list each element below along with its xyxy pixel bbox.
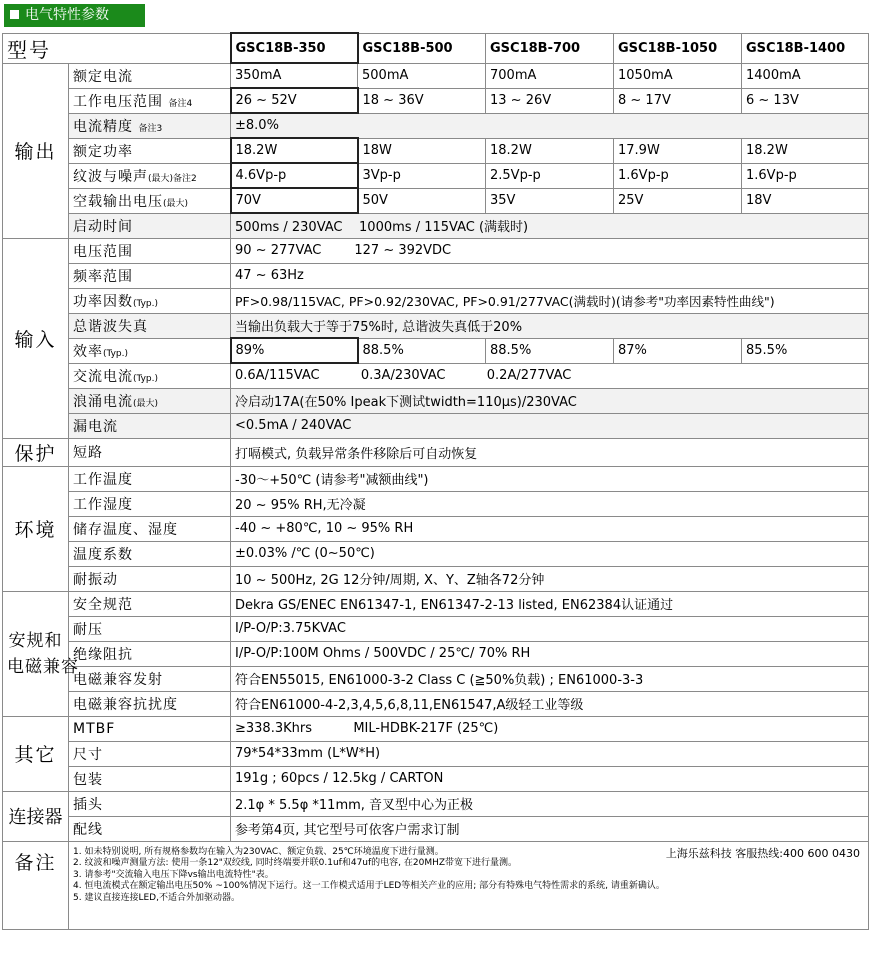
category-connector: 连接器 — [3, 791, 69, 841]
param-label: 功率因数(Typ.) — [69, 288, 231, 313]
value-cell: 87% — [614, 338, 742, 363]
category-input: 输入 — [3, 238, 69, 438]
param-label: 电流精度 备注3 — [69, 113, 231, 138]
section-title: 电气特性参数 — [25, 7, 109, 23]
param-label: 空载输出电压(最大) — [69, 188, 231, 213]
value-cell: 1.6Vp-p — [614, 163, 742, 188]
value-cell: 1050mA — [614, 63, 742, 88]
param-label: 启动时间 — [69, 213, 231, 238]
row-inrush — [3, 388, 869, 413]
row-ems — [3, 691, 869, 716]
note-item: 3. 请参考"交流输入电压下降vs输出电流特性"表。 — [73, 869, 274, 880]
row-size — [3, 741, 869, 766]
value-cell: <0.5mA / 240VAC — [231, 413, 869, 438]
value-cell: 85.5% — [742, 338, 869, 363]
row-input-voltage — [3, 238, 869, 263]
param-label: 效率(Typ.) — [69, 338, 231, 363]
value-cell: 500mA — [358, 63, 486, 88]
note-tag: (最大)备注2 — [148, 173, 197, 184]
value-cell: 89% — [231, 338, 358, 363]
value-cell: 1400mA — [742, 63, 869, 88]
value-cell: 90 ~ 277VAC 127 ~ 392VDC — [231, 238, 869, 263]
value-cell: ±8.0% — [231, 113, 869, 138]
param-label: 绝缘阻抗 — [69, 641, 231, 666]
param-label: 工作温度 — [69, 466, 231, 491]
model-cell: GSC18B-350 — [231, 33, 358, 63]
param-label: 储存温度、湿度 — [69, 516, 231, 541]
param-label: 插头 — [69, 791, 231, 816]
param-label: 总谐波失真 — [69, 313, 231, 338]
row-working-humidity — [3, 491, 869, 516]
param-label: 温度系数 — [69, 541, 231, 566]
param-label: 纹波与噪声(最大)备注2 — [69, 163, 231, 188]
row-isolation — [3, 641, 869, 666]
param-label: 耐压 — [69, 616, 231, 641]
note-tag: (最大) — [133, 398, 159, 409]
value-cell: 当输出负载大于等于75%时, 总谐波失真低于20% — [231, 313, 869, 338]
value-cell: 8 ~ 17V — [614, 88, 742, 113]
row-rated-power — [3, 138, 869, 163]
value-cell: 18W — [358, 138, 486, 163]
param-label: 工作电压范围 备注4 — [69, 88, 231, 113]
param-label: 频率范围 — [69, 263, 231, 288]
value-cell: 1.6Vp-p — [742, 163, 869, 188]
value-cell: 13 ~ 26V — [486, 88, 614, 113]
param-label: 浪涌电流(最大) — [69, 388, 231, 413]
value-cell: 18.2W — [231, 138, 358, 163]
row-notes — [3, 841, 869, 929]
param-label: 耐振动 — [69, 566, 231, 591]
note-item: 4. 恒电流模式在额定输出电压50% ~100%情况下运行。这一工作模式适用于LED等相关产业的应用; 部分有特殊电气特性需求的系统, 请重新确认。 — [73, 881, 665, 892]
row-ripple — [3, 163, 869, 188]
value-cell: 18V — [742, 188, 869, 213]
row-storage — [3, 516, 869, 541]
category-output: 输出 — [3, 63, 69, 238]
note-tag: 备注3 — [138, 123, 163, 134]
model-cell: GSC18B-1400 — [742, 33, 869, 63]
value-cell: 700mA — [486, 63, 614, 88]
value-cell: 500ms / 230VAC 1000ms / 115VAC (满载时) — [231, 213, 869, 238]
value-cell: ±0.03% /℃ (0~50℃) — [231, 541, 869, 566]
value-cell: 打嗝模式, 负载异常条件移除后可自动恢复 — [231, 438, 869, 466]
value-cell: 冷启动17A(在50% Ipeak下测试twidth=110μs)/230VAC — [231, 388, 869, 413]
row-thd — [3, 313, 869, 338]
value-cell: 50V — [358, 188, 486, 213]
model-cell: GSC18B-1050 — [614, 33, 742, 63]
model-row — [3, 33, 869, 63]
model-label: 型号 — [3, 33, 231, 63]
note-item: 5. 建议直接连接LED,不适合外加驱动器。 — [73, 892, 240, 903]
row-power-factor — [3, 288, 869, 313]
value-cell: 25V — [614, 188, 742, 213]
value-cell: PF>0.98/115VAC, PF>0.92/230VAC, PF>0.91/277VAC(满载时)(请参考"功率因素特性曲线") — [231, 288, 869, 313]
row-leakage — [3, 413, 869, 438]
row-temp-coeff — [3, 541, 869, 566]
value-cell: 88.5% — [358, 338, 486, 363]
category-notes: 备注 — [3, 841, 69, 929]
model-cell: GSC18B-700 — [486, 33, 614, 63]
param-label: 短路 — [69, 438, 231, 466]
row-frequency — [3, 263, 869, 288]
param-label: 额定电流 — [69, 63, 231, 88]
model-cell: GSC18B-500 — [358, 33, 486, 63]
param-label: 漏电流 — [69, 413, 231, 438]
param-label: 额定功率 — [69, 138, 231, 163]
row-rated-current — [3, 63, 869, 88]
value-cell: Dekra GS/ENEC EN61347-1, EN61347-2-13 listed, EN62384认证通过 — [231, 591, 869, 616]
row-short-circuit — [3, 438, 869, 466]
param-label: 电压范围 — [69, 238, 231, 263]
value-cell: 35V — [486, 188, 614, 213]
row-emi — [3, 666, 869, 691]
param-label: 电磁兼容抗扰度 — [69, 691, 231, 716]
note-tag: (Typ.) — [133, 373, 159, 384]
note-tag: (最大) — [163, 198, 189, 209]
value-cell: 26 ~ 52V — [231, 88, 358, 113]
param-label: 工作湿度 — [69, 491, 231, 516]
category-safety-emc: 安规和 电磁兼容 — [3, 591, 69, 716]
value-cell: ≥338.3Khrs MIL-HDBK-217F (25℃) — [231, 716, 869, 741]
param-label: 交流电流(Typ.) — [69, 363, 231, 388]
param-label: 配线 — [69, 816, 231, 841]
value-cell: 20 ~ 95% RH,无冷凝 — [231, 491, 869, 516]
note-item: 2. 纹波和噪声测量方法: 使用一条12"双绞线, 同时终端要并联0.1uf和47uf的电容, 在20MHZ带宽下进行量测。 — [73, 858, 518, 869]
note-item: 1. 如未特别说明, 所有规格参数均在输入为230VAC、额定负载、25℃环境温度下进行量测。 — [73, 846, 444, 857]
param-label: 包装 — [69, 766, 231, 791]
row-no-load-voltage — [3, 188, 869, 213]
param-label: 尺寸 — [69, 741, 231, 766]
value-cell: 17.9W — [614, 138, 742, 163]
note-tag: 备注4 — [168, 98, 193, 109]
row-mtbf — [3, 716, 869, 741]
row-efficiency — [3, 338, 869, 363]
row-safety-standards — [3, 591, 869, 616]
param-label: MTBF — [69, 716, 231, 741]
value-cell: 18.2W — [486, 138, 614, 163]
param-label: 电磁兼容发射 — [69, 666, 231, 691]
value-cell: 0.6A/115VAC 0.3A/230VAC 0.2A/277VAC — [231, 363, 869, 388]
row-plug — [3, 791, 869, 816]
value-cell: 3Vp-p — [358, 163, 486, 188]
value-cell: 47 ~ 63Hz — [231, 263, 869, 288]
row-packing — [3, 766, 869, 791]
value-cell: I/P-O/P:100M Ohms / 500VDC / 25℃/ 70% RH — [231, 641, 869, 666]
value-cell: 18 ~ 36V — [358, 88, 486, 113]
notes-cell — [69, 841, 869, 929]
row-vibration — [3, 566, 869, 591]
category-other: 其它 — [3, 716, 69, 791]
spec-table — [2, 32, 869, 930]
value-cell: 4.6Vp-p — [231, 163, 358, 188]
value-cell: -40 ~ +80℃, 10 ~ 95% RH — [231, 516, 869, 541]
row-voltage-range — [3, 88, 869, 113]
square-bullet-icon — [10, 10, 19, 19]
category-protection: 保护 — [3, 438, 69, 466]
section-title-bar — [4, 4, 145, 27]
row-ac-current — [3, 363, 869, 388]
value-cell: I/P-O/P:3.75KVAC — [231, 616, 869, 641]
value-cell: 符合EN55015, EN61000-3-2 Class C (≧50%负载) ; EN61000-3-3 — [231, 666, 869, 691]
value-cell: 2.1φ * 5.5φ *11mm, 音叉型中心为正极 — [231, 791, 869, 816]
value-cell: 18.2W — [742, 138, 869, 163]
param-label: 安全规范 — [69, 591, 231, 616]
value-cell: 6 ~ 13V — [742, 88, 869, 113]
row-current-accuracy — [3, 113, 869, 138]
note-tag: (Typ.) — [133, 298, 159, 309]
row-startup-time — [3, 213, 869, 238]
value-cell: -30～+50℃ (请参考"减额曲线") — [231, 466, 869, 491]
value-cell: 79*54*33mm (L*W*H) — [231, 741, 869, 766]
value-cell: 88.5% — [486, 338, 614, 363]
value-cell: 2.5Vp-p — [486, 163, 614, 188]
value-cell: 10 ~ 500Hz, 2G 12分钟/周期, X、Y、Z轴各72分钟 — [231, 566, 869, 591]
value-cell: 70V — [231, 188, 358, 213]
row-withstand — [3, 616, 869, 641]
category-environment: 环境 — [3, 466, 69, 591]
row-wiring — [3, 816, 869, 841]
customer-hotline: 上海乐兹科技 客服热线:400 600 0430 — [665, 846, 860, 860]
value-cell: 350mA — [231, 63, 358, 88]
value-cell: 参考第4页, 其它型号可依客户需求订制 — [231, 816, 869, 841]
value-cell: 191g ; 60pcs / 12.5kg / CARTON — [231, 766, 869, 791]
row-working-temp — [3, 466, 869, 491]
note-tag: (Typ.) — [103, 348, 129, 359]
value-cell: 符合EN61000-4-2,3,4,5,6,8,11,EN61547,A级轻工业等级 — [231, 691, 869, 716]
